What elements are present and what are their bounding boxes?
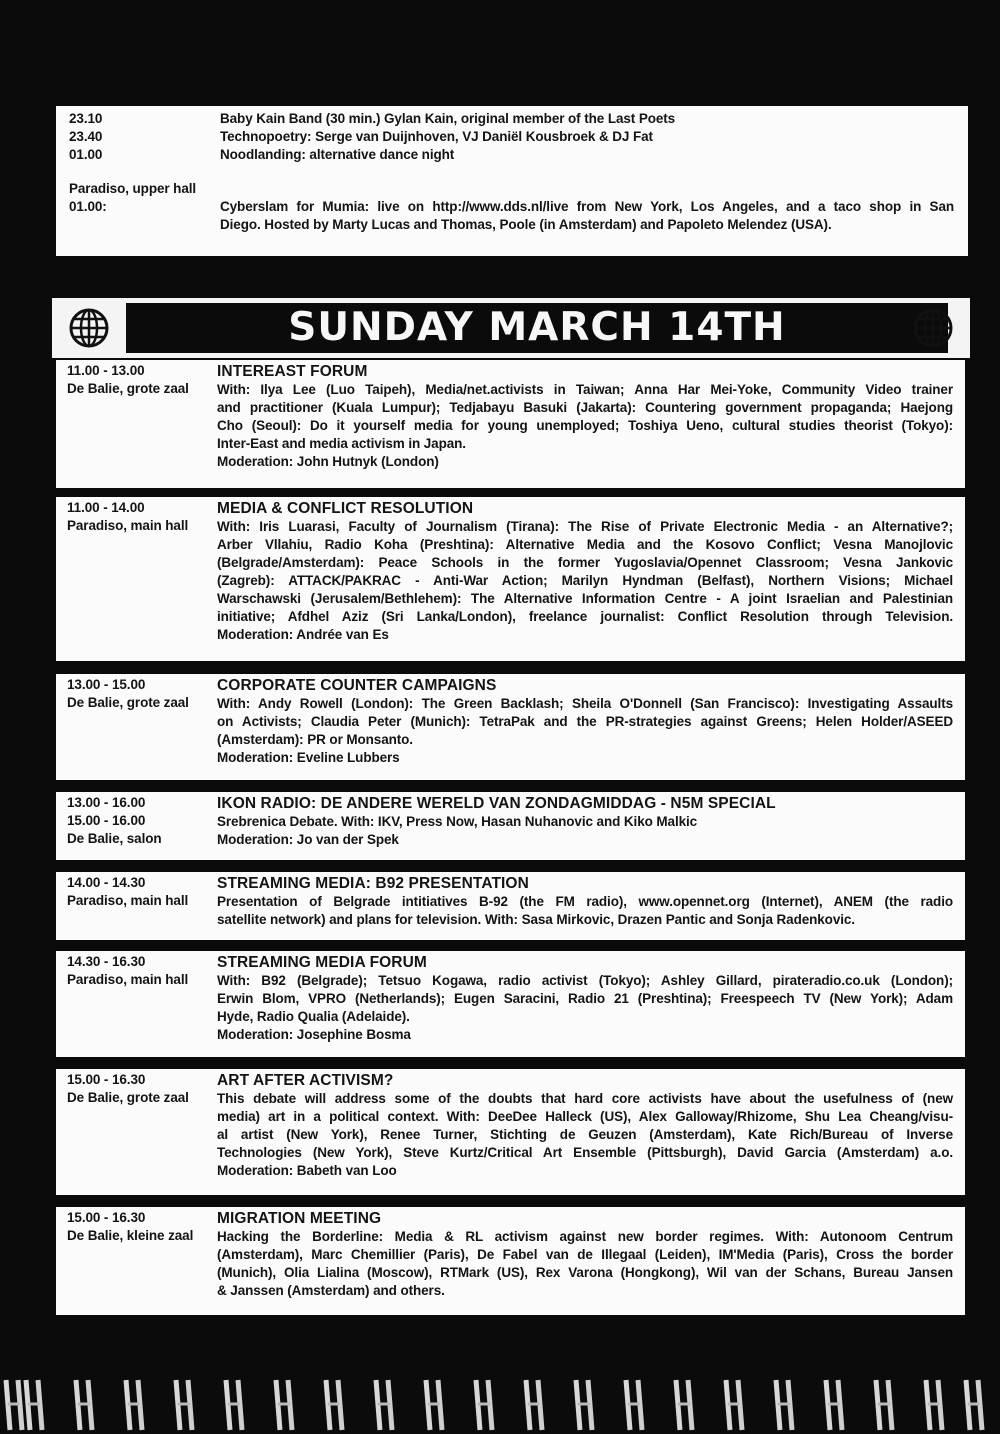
session-row bbox=[67, 1209, 953, 1300]
session-meta bbox=[67, 362, 217, 471]
session-meta bbox=[67, 676, 217, 767]
text-line: Presentation of Belgrade intitiatives B-92 (the FM radio), www.opennet.org (Internet), ANEM (the radio bbox=[217, 894, 953, 909]
text-line: (Zagreb): ATTACK/PAKRAC - Anti-War Action; Marilyn Hyndman (Belfast), Northern Visions; Michael bbox=[217, 573, 953, 588]
session-meta bbox=[67, 874, 217, 929]
session-block bbox=[56, 792, 965, 860]
text-line: (Amsterdam), Marc Chemillier (Paris), De Fabel van de Illegaal (Leiden), IM'Media (Paris), Cross the border bbox=[217, 1247, 953, 1262]
time: 01.00: bbox=[69, 199, 107, 214]
text-line: Hacking the Borderline: Media & RL activism against new border regimes. With: Autonoom Centrum bbox=[217, 1229, 953, 1244]
text-line: Hyde, Radio Qualia (Adelaide). bbox=[217, 1009, 410, 1024]
text-line: With: B92 (Belgrade); Tetsuo Kogawa, radio activist (Tokyo); Ashley Gillard, pirateradio.co.uk (London); bbox=[217, 973, 953, 988]
session-row bbox=[67, 499, 953, 644]
text-line: Inter-East and media activism in Japan. bbox=[217, 436, 466, 451]
session-meta bbox=[67, 499, 217, 644]
text-line: on Activists; Claudia Peter (Munich): TetraPak and the PR-strategies against Greens; Helen Holder/ASEED bbox=[217, 714, 953, 729]
session-time: 14.00 - 14.30 bbox=[67, 875, 146, 890]
program-row bbox=[69, 180, 954, 234]
text-line: media) art in a political context. With: DeeDee Halleck (US), Alex Galloway/Rhizome, Shu Lea Cheang/visu- bbox=[217, 1109, 953, 1124]
session-content bbox=[217, 874, 953, 929]
session-title: INTEREAST FORUM bbox=[217, 363, 368, 380]
session-block bbox=[56, 872, 965, 940]
session-time: 14.30 - 16.30 bbox=[67, 954, 146, 969]
session-block bbox=[56, 674, 965, 780]
program-item: Technopoetry: Serge van Duijnhoven, VJ Daniël Kousbroek & DJ Fat bbox=[220, 129, 653, 144]
text-line: Cyberslam for Mumia: live on http://www.dds.nl/live from New York, Los Angeles, and a taco shop in San bbox=[220, 199, 954, 214]
time: 23.40 bbox=[69, 129, 103, 144]
text-line: Erwin Blom, VPRO (Netherlands); Eugen Saracini, Radio 21 (Preshtina); Freespeech TV (New York); Adam bbox=[217, 991, 953, 1006]
text-line: Srebrenica Debate. With: IKV, Press Now, Hasan Nuhanovic and Kiko Malkic bbox=[217, 814, 698, 829]
saturday-night-block bbox=[56, 106, 968, 256]
session-place: De Balie, grote zaal bbox=[67, 1090, 189, 1105]
session-time: 13.00 - 15.00 bbox=[67, 677, 146, 692]
session-place: De Balie, salon bbox=[67, 831, 162, 846]
globe-icon bbox=[912, 307, 954, 349]
session-title: MIGRATION MEETING bbox=[217, 1210, 382, 1227]
session-title: CORPORATE COUNTER CAMPAIGNS bbox=[217, 677, 497, 694]
session-meta bbox=[67, 1071, 217, 1180]
moderation: Moderation: Josephine Bosma bbox=[217, 1027, 411, 1042]
session-title: MEDIA & CONFLICT RESOLUTION bbox=[217, 500, 474, 517]
moderation: Moderation: Andrée van Es bbox=[217, 627, 389, 642]
moderation: Moderation: Jo van der Spek bbox=[217, 832, 399, 847]
session-place: De Balie, kleine zaal bbox=[67, 1228, 194, 1243]
session-row bbox=[67, 953, 953, 1044]
text-line: (Belgrade/Amsterdam): Peace Schools in the former Yugoslavia/Opennet Classroom; Vesna Jankovic bbox=[217, 555, 953, 570]
text-line: This debate will address some of the doubts that hard core activists have about the usefulness of (new bbox=[217, 1091, 953, 1106]
session-time: 15.00 - 16.30 bbox=[67, 1210, 146, 1225]
banner-title: SUNDAY MARCH 14TH bbox=[126, 303, 948, 353]
time-column bbox=[69, 110, 220, 164]
text-line: & Janssen (Amsterdam) and others. bbox=[217, 1283, 445, 1298]
session-time: 15.00 - 16.30 bbox=[67, 1072, 146, 1087]
program-item: Noodlanding: alternative dance night bbox=[220, 147, 455, 162]
session-place: De Balie, grote zaal bbox=[67, 695, 189, 710]
text-line: Warschawski (Jerusalem/Bethlehem): The Alternative Information Centre - A joint Israelian and Palestinian bbox=[217, 591, 953, 606]
text-line: al artist (New York), Renee Turner, Stichting de Geuzen (Amsterdam), Kate Rich/Bureau of Inverse bbox=[217, 1127, 953, 1142]
text-line: With: Iris Luarasi, Faculty of Journalism (Tirana): The Rise of Private Electronic Media - an Alternative?; bbox=[217, 519, 953, 534]
session-block bbox=[56, 951, 965, 1057]
session-place: Paradiso, main hall bbox=[67, 893, 189, 908]
venue-column bbox=[69, 180, 220, 234]
moderation: Moderation: John Hutnyk (London) bbox=[217, 454, 439, 469]
text-line: and practitioner (Kuala Lumpur); Tedjabayu Basuki (Jakarta): Countering government propaganda; Haejong bbox=[217, 400, 953, 415]
session-block bbox=[56, 497, 965, 661]
session-time: 13.00 - 16.00 bbox=[67, 795, 146, 810]
text-line: (Amsterdam): PR or Monsanto. bbox=[217, 732, 413, 747]
session-content bbox=[217, 1209, 953, 1300]
session-place: Paradiso, main hall bbox=[67, 972, 189, 987]
cyberslam-text bbox=[220, 180, 954, 234]
session-content bbox=[217, 1071, 953, 1180]
time: 01.00 bbox=[69, 147, 103, 162]
session-content bbox=[217, 362, 953, 471]
session-title: IKON RADIO: DE ANDERE WERELD VAN ZONDAGMIDDAG - N5M SPECIAL bbox=[217, 795, 776, 812]
session-time: 11.00 - 14.00 bbox=[67, 500, 145, 515]
session-content bbox=[217, 794, 953, 849]
session-block bbox=[56, 1207, 965, 1315]
moderation: Moderation: Babeth van Loo bbox=[217, 1163, 397, 1178]
session-block bbox=[56, 1069, 965, 1195]
session-meta bbox=[67, 953, 217, 1044]
session-row bbox=[67, 362, 953, 471]
session-title: ART AFTER ACTIVISM? bbox=[217, 1072, 394, 1089]
spiral-rings bbox=[6, 1380, 982, 1430]
text-line: initiative; Afdhel Aziz (Sri Lanka/London), freelance journalist: Conflict Resolution through Television. bbox=[217, 609, 953, 624]
text-line: satellite network) and plans for television. With: Sasa Mirkovic, Drazen Pantic and Sonja Radenkovic. bbox=[217, 912, 855, 927]
session-title: STREAMING MEDIA FORUM bbox=[217, 954, 427, 971]
text-line: Technologies (New York), Steve Kurtz/Critical Art Ensemble (Pittsburgh), David Garcia (Amsterdam) a.o. bbox=[217, 1145, 953, 1160]
session-time: 15.00 - 16.00 bbox=[67, 813, 146, 828]
session-row bbox=[67, 874, 953, 929]
venue: Paradiso, upper hall bbox=[69, 181, 197, 196]
session-title: STREAMING MEDIA: B92 PRESENTATION bbox=[217, 875, 529, 892]
session-meta bbox=[67, 1209, 217, 1300]
session-row bbox=[67, 1071, 953, 1180]
program-row bbox=[69, 110, 954, 164]
session-content bbox=[217, 676, 953, 767]
time: 23.10 bbox=[69, 111, 103, 126]
text-line: With: Andy Rowell (London): The Green Backlash; Sheila O'Donnell (San Francisco): Investigating Assaults bbox=[217, 696, 953, 711]
text-line: Arber Vllahiu, Radio Koha (Preshtina): Alternative Media and the Kosovo Conflict; Vesna Manojlovic bbox=[217, 537, 953, 552]
items-column bbox=[220, 110, 954, 164]
globe-icon bbox=[68, 307, 110, 349]
text-line: With: Ilya Lee (Luo Taipeh), Media/net.activists in Taiwan; Anna Har Mei-Yoke, Community Video trainer bbox=[217, 382, 953, 397]
moderation: Moderation: Eveline Lubbers bbox=[217, 750, 400, 765]
session-meta bbox=[67, 794, 217, 849]
session-place: Paradiso, main hall bbox=[67, 518, 189, 533]
spiral-binding bbox=[0, 1376, 1000, 1434]
text-line: (Munich), Olia Lialina (Moscow), RTMark (US), Rex Varona (Hongkong), Wil van der Schans, Bureau Jansen bbox=[217, 1265, 953, 1280]
session-content bbox=[217, 499, 953, 644]
session-row bbox=[67, 794, 953, 849]
session-block bbox=[56, 360, 965, 488]
session-row bbox=[67, 676, 953, 767]
text-line: Diego. Hosted by Marty Lucas and Thomas, Poole (in Amsterdam) and Papoleto Melendez (USA). bbox=[220, 217, 832, 232]
program-item: Baby Kain Band (30 min.) Gylan Kain, original member of the Last Poets bbox=[220, 111, 676, 126]
session-time: 11.00 - 13.00 bbox=[67, 363, 145, 378]
text-line: Cho (Seoul): Do it yourself media for young unemployed; Toshiya Ueno, cultural studies theorist (Tokyo): bbox=[217, 418, 953, 433]
session-content bbox=[217, 953, 953, 1044]
session-place: De Balie, grote zaal bbox=[67, 381, 189, 396]
day-banner bbox=[52, 298, 970, 358]
